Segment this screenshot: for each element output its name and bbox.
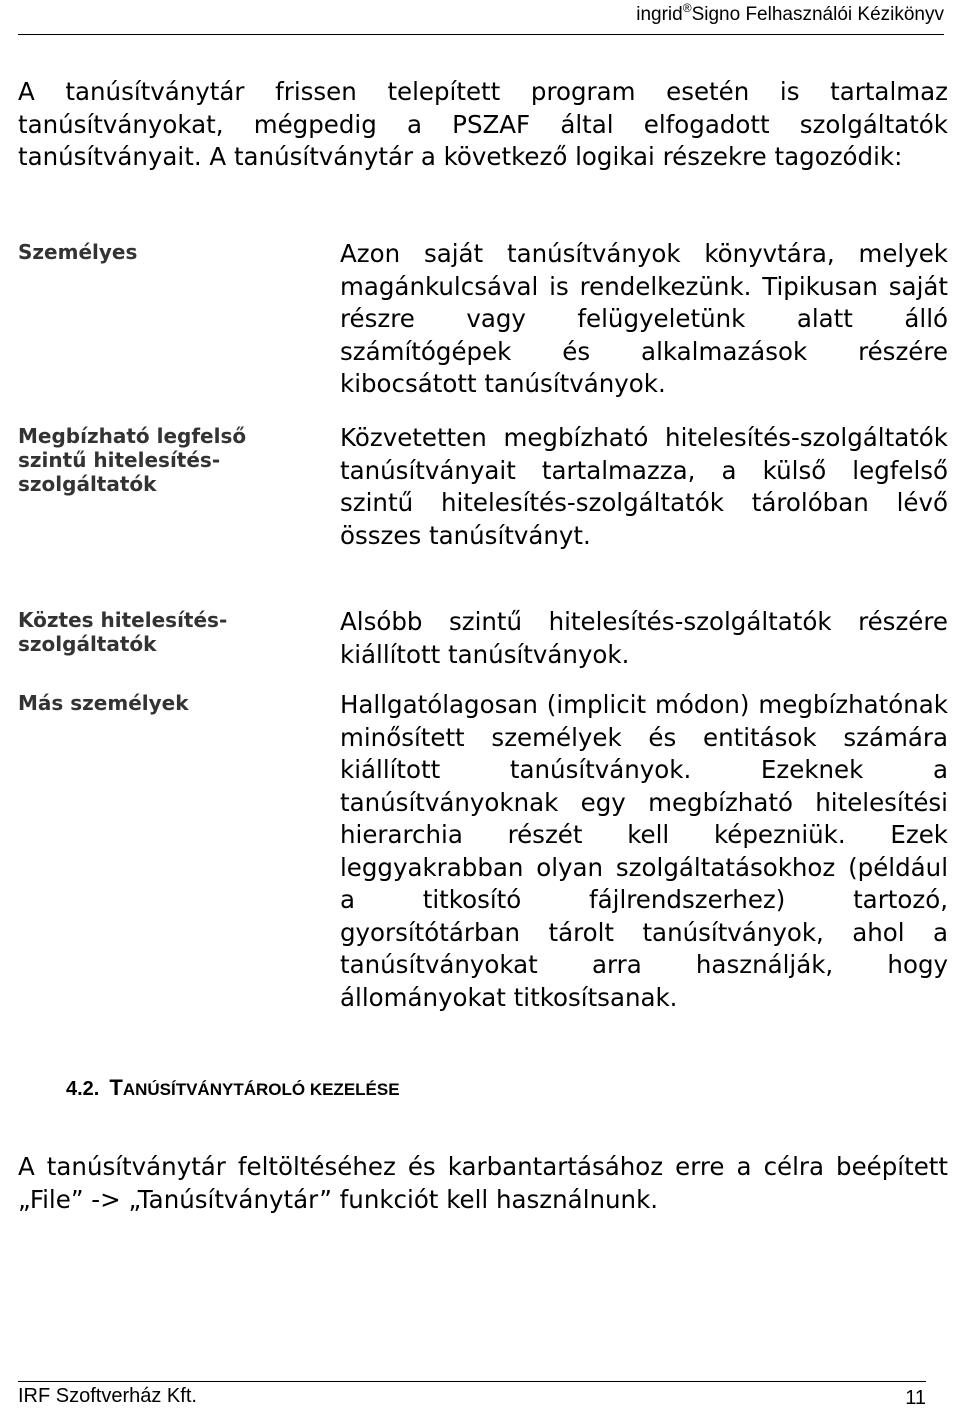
store-definition-other-people: Hallgatólagosan (implicit módon) megbízhatónak minősített személyek és entitások számára kiállított tanúsítványok. Ezeknek a tanúsítványoknak egy megbízható hitelesítési hierarchia részét kell képezniük. Ezek leggyakrabban olyan szolgáltatásokhoz (például a titkosító fájlrendszerhez) tartozó, gyorsítótárban tárolt tanúsítványok, ahol a tanúsítványokat arra használják, hogy állományokat titkosítsanak. bbox=[340, 690, 948, 1012]
store-definition-personal: Azon saját tanúsítványok könyvtára, melyek magánkulcsával is rendelkezünk. Tipikusan saját részre vagy felügyeletünk alatt álló számítógépek és alkalmazások részére kibocsátott tanúsítványok. bbox=[340, 239, 948, 398]
page-footer bbox=[18, 1381, 926, 1409]
footer-company: IRF Szoftverház Kft. bbox=[18, 1385, 197, 1407]
section-paragraph: A tanúsítványtár feltöltéséhez és karbantartásához erre a célra beépített „File” -> „Tanúsítványtár” funkciót kell használnunk. bbox=[18, 1152, 948, 1214]
registered-mark: ® bbox=[682, 1, 692, 15]
store-term-intermediate: Köztes hitelesítés-szolgáltatók bbox=[18, 608, 228, 656]
brand-name: ingrid bbox=[636, 4, 683, 25]
store-definition-intermediate: Alsóbb szintű hitelesítés-szolgáltatók részére kiállított tanúsítványok. bbox=[340, 607, 948, 669]
document-title bbox=[636, 1, 944, 26]
store-term-other-people: Más személyek bbox=[18, 691, 189, 715]
section-number: 4.2. bbox=[66, 1078, 100, 1100]
page-number: 11 bbox=[905, 1387, 926, 1409]
section-title: ANÚSÍTVÁNYTÁROLÓ KEZELÉSE bbox=[122, 1080, 400, 1099]
intro-paragraph: A tanúsítványtár frissen telepített program esetén is tartalmaz tanúsítványokat, mégpedig a PSZAF által elfogadott szolgáltatók tanúsítványait. A tanúsítványtár a következő logikai részekre tagozódik: bbox=[18, 77, 948, 171]
section-heading bbox=[66, 1074, 400, 1104]
section-title-initial: T bbox=[109, 1075, 123, 1100]
store-term-trusted-root: Megbízható legfelső szintű hitelesítés-szolgáltatók bbox=[18, 424, 247, 496]
page-header bbox=[18, 0, 944, 35]
document-title-text: Signo Felhasználói Kézikönyv bbox=[691, 4, 944, 25]
store-term-personal: Személyes bbox=[18, 240, 138, 264]
store-definition-trusted-root: Közvetetten megbízható hitelesítés-szolgáltatók tanúsítványait tartalmazza, a külső legfelső szintű hitelesítés-szolgáltatók tárolóban lévő összes tanúsítványt. bbox=[340, 423, 948, 550]
